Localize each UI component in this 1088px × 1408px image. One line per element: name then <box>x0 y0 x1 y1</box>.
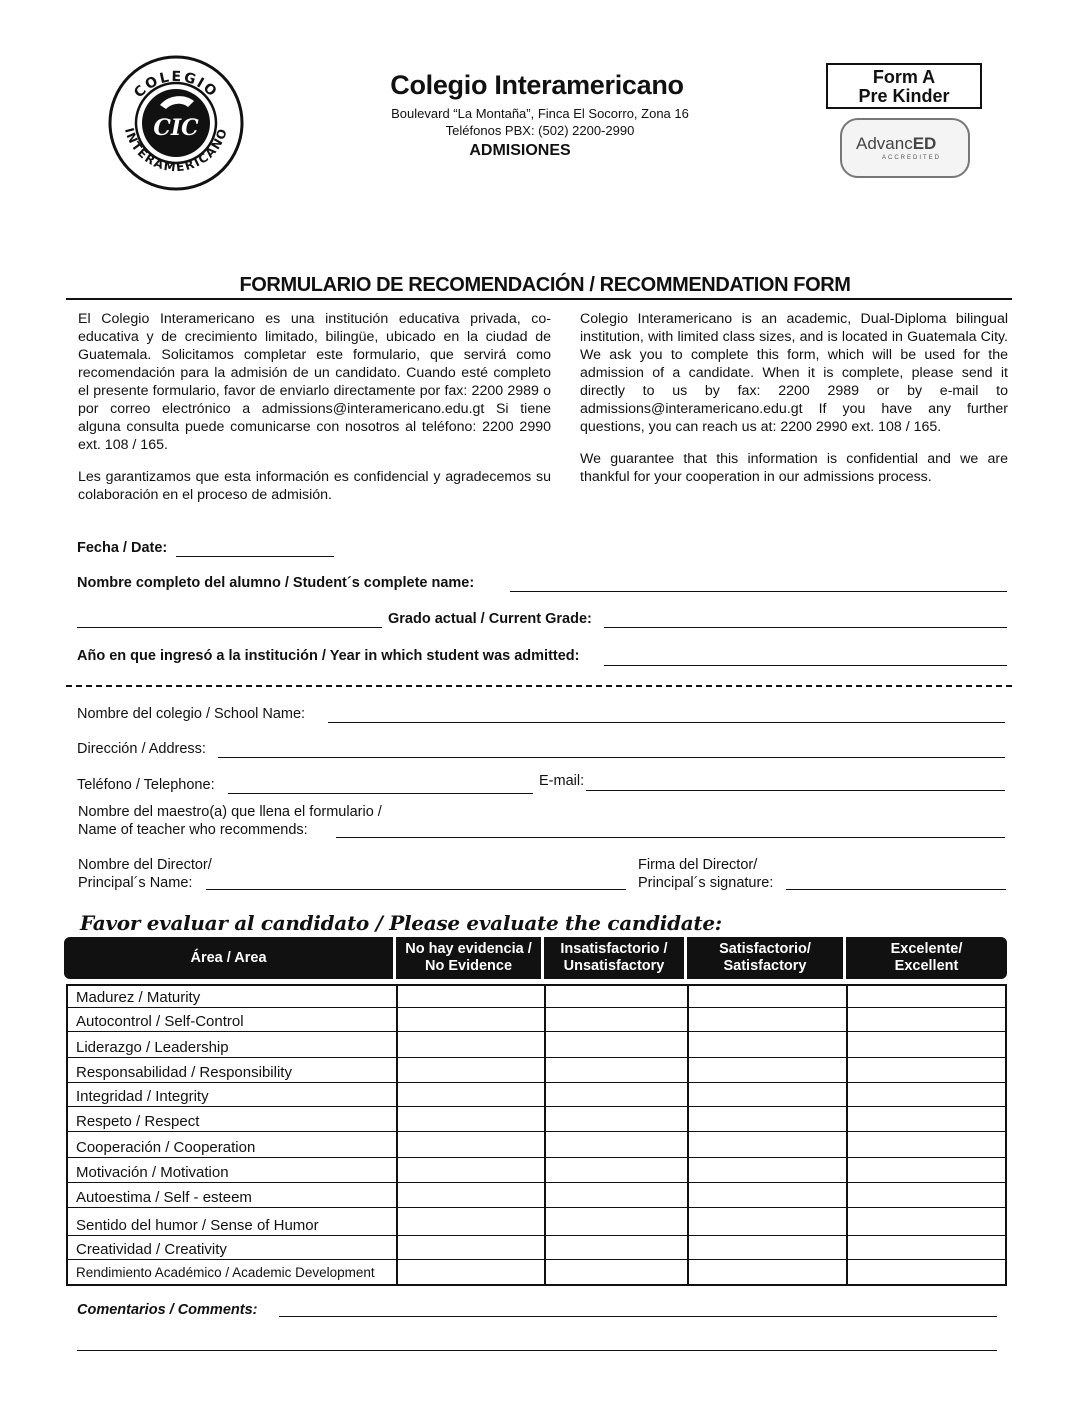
logo-text-top: COLEGIO <box>131 68 221 102</box>
evaluation-criterion: Creatividad / Creativity <box>76 1241 227 1258</box>
evaluation-row <box>68 1132 1005 1158</box>
header-unsatisfactory: Insatisfactorio / Unsatisfactory <box>544 937 684 979</box>
comments-field-line1[interactable] <box>279 1316 997 1317</box>
rating-cell[interactable] <box>398 1260 543 1284</box>
evaluation-criterion: Integridad / Integrity <box>76 1088 209 1105</box>
date-label: Fecha / Date: <box>77 540 168 556</box>
rating-cell[interactable] <box>398 1107 543 1131</box>
evaluation-heading: Favor evaluar al candidato / Please evaluate the candidate: <box>80 911 722 935</box>
rating-cell[interactable] <box>546 1158 686 1182</box>
rating-cell[interactable] <box>848 1032 1004 1057</box>
rating-cell[interactable] <box>848 1236 1004 1259</box>
rating-cell[interactable] <box>689 1260 845 1284</box>
evaluation-criterion: Sentido del humor / Sense of Humor <box>76 1217 319 1234</box>
director-label-line1: Nombre del Director/ <box>78 857 212 873</box>
rating-cell[interactable] <box>546 1032 686 1057</box>
intro-en-paragraph-1: Colegio Interamericano is an academic, Dual-Diploma bilingual institution, with limited class sizes, and is located in Guatemala City. We ask you to complete this form, which will be used for the admission of a candidate. When it is complete, please send it directly to us by fax: 2200 2989 or by e-mail to admissions@interamericano.edu.gt If you have any further questions, you can reach us at: 2200 2990 ext. 108 / 165. <box>580 311 1008 435</box>
rating-cell[interactable] <box>689 1032 845 1057</box>
address-field[interactable] <box>218 757 1005 758</box>
teacher-label-line1: Nombre del maestro(a) que llena el formulario / <box>78 804 382 820</box>
year-admitted-label: Año en que ingresó a la institución / Year in which student was admitted: <box>77 648 580 664</box>
comments-label: Comentarios / Comments: <box>77 1302 258 1318</box>
evaluation-row <box>68 986 1005 1008</box>
evaluation-row <box>68 1183 1005 1208</box>
rating-cell[interactable] <box>546 1083 686 1106</box>
rating-cell[interactable] <box>398 1236 543 1259</box>
section-separator <box>66 685 1012 687</box>
rating-cell[interactable] <box>689 1158 845 1182</box>
signature-field[interactable] <box>786 889 1006 890</box>
rating-cell[interactable] <box>848 1208 1004 1235</box>
email-label: E-mail: <box>539 773 585 789</box>
rating-cell[interactable] <box>689 1208 845 1235</box>
school-address: Boulevard “La Montaña”, Finca El Socorro, Zona 16 <box>391 106 689 121</box>
rating-cell[interactable] <box>689 1083 845 1106</box>
evaluation-row <box>68 1107 1005 1132</box>
email-field[interactable] <box>586 790 1005 791</box>
school-name-field[interactable] <box>328 722 1005 723</box>
rating-cell[interactable] <box>848 1158 1004 1182</box>
form-code: Form A <box>872 67 936 87</box>
rating-cell[interactable] <box>848 1183 1004 1207</box>
rating-cell[interactable] <box>848 986 1004 1007</box>
evaluation-row <box>68 1058 1005 1083</box>
rating-cell[interactable] <box>848 1008 1004 1031</box>
rating-cell[interactable] <box>689 1058 845 1082</box>
rating-cell[interactable] <box>398 1083 543 1106</box>
rating-cell[interactable] <box>848 1083 1004 1106</box>
current-grade-field[interactable] <box>604 627 1007 628</box>
director-name-field[interactable] <box>206 889 626 890</box>
rating-cell[interactable] <box>848 1058 1004 1082</box>
rating-cell[interactable] <box>398 1208 543 1235</box>
teacher-name-field[interactable] <box>336 837 1005 838</box>
rating-cell[interactable] <box>689 1008 845 1031</box>
form-title: FORMULARIO DE RECOMENDACIÓN / RECOMMENDATION FORM <box>239 274 851 296</box>
evaluation-row <box>68 1032 1005 1058</box>
director-label-line2: Principal´s Name: <box>78 875 193 891</box>
rating-cell[interactable] <box>689 1183 845 1207</box>
intro-spanish <box>78 310 551 518</box>
rating-cell[interactable] <box>689 1132 845 1157</box>
evaluation-criterion: Cooperación / Cooperation <box>76 1139 256 1156</box>
title-divider <box>66 298 1012 300</box>
department-title: ADMISIONES <box>469 142 571 159</box>
intro-en-paragraph-2: We guarantee that this information is confidential and we are thankful for your cooperation in our admissions process. <box>580 451 1008 485</box>
comments-field-line2[interactable] <box>77 1350 997 1351</box>
accreditation-brand: AdvancED <box>856 134 937 153</box>
header-excellent: Excelente/ Excellent <box>846 937 1007 979</box>
rating-cell[interactable] <box>848 1132 1004 1157</box>
rating-cell[interactable] <box>398 1158 543 1182</box>
rating-cell[interactable] <box>546 1008 686 1031</box>
rating-cell[interactable] <box>546 986 686 1007</box>
header-satisfactory: Satisfactorio/ Satisfactory <box>687 937 843 979</box>
signature-label-line2: Principal´s signature: <box>638 875 774 891</box>
school-name-label: Nombre del colegio / School Name: <box>77 706 306 722</box>
header-no-evidence: No hay evidencia / No Evidence <box>396 937 541 979</box>
signature-label-line1: Firma del Director/ <box>638 857 758 873</box>
evaluation-criterion: Motivación / Motivation <box>76 1164 229 1181</box>
rating-cell[interactable] <box>546 1183 686 1207</box>
rating-cell[interactable] <box>398 986 543 1007</box>
rating-cell[interactable] <box>398 1132 543 1157</box>
evaluation-row <box>68 1236 1005 1260</box>
rating-cell[interactable] <box>546 1236 686 1259</box>
evaluation-criterion: Rendimiento Académico / Academic Development <box>76 1265 375 1280</box>
grade-extra-field[interactable] <box>77 627 382 628</box>
telephone-field[interactable] <box>228 793 533 794</box>
rating-cell[interactable] <box>848 1107 1004 1131</box>
evaluation-criterion: Autoestima / Self - esteem <box>76 1189 252 1206</box>
rating-cell[interactable] <box>546 1058 686 1082</box>
rating-cell[interactable] <box>398 1183 543 1207</box>
rating-cell[interactable] <box>848 1260 1004 1284</box>
date-field[interactable] <box>176 556 334 557</box>
evaluation-criterion: Responsabilidad / Responsibility <box>76 1064 292 1081</box>
logo-monogram: CIC <box>153 115 199 141</box>
school-logo <box>108 55 244 191</box>
rating-cell[interactable] <box>546 1260 686 1284</box>
evaluation-row <box>68 1208 1005 1236</box>
rating-cell[interactable] <box>398 1058 543 1082</box>
evaluation-row <box>68 1008 1005 1032</box>
year-admitted-field[interactable] <box>604 665 1007 666</box>
evaluation-criterion: Respeto / Respect <box>76 1113 200 1130</box>
intro-english <box>580 310 1008 500</box>
rating-cell[interactable] <box>398 1032 543 1057</box>
accreditation-sub: ACCREDITED <box>882 155 942 161</box>
address-label: Dirección / Address: <box>77 741 206 757</box>
evaluation-row <box>68 1158 1005 1183</box>
rating-cell[interactable] <box>546 1208 686 1235</box>
school-phones: Teléfonos PBX: (502) 2200-2990 <box>445 123 635 138</box>
intro-es-paragraph-2: Les garantizamos que esta información es confidencial y agradecemos su colaboración en el proceso de admisión. <box>78 469 551 503</box>
rating-cell[interactable] <box>546 1107 686 1131</box>
rating-cell[interactable] <box>546 1132 686 1157</box>
evaluation-criterion: Liderazgo / Leadership <box>76 1039 229 1056</box>
header-area: Área / Area <box>64 937 393 979</box>
telephone-label: Teléfono / Telephone: <box>77 777 215 793</box>
student-name-field[interactable] <box>510 591 1007 592</box>
evaluation-grid <box>66 984 1007 1286</box>
student-name-label: Nombre completo del alumno / Student´s complete name: <box>77 575 475 591</box>
form-level: Pre Kinder <box>858 86 950 106</box>
current-grade-label: Grado actual / Current Grade: <box>388 611 592 627</box>
evaluation-criterion: Autocontrol / Self-Control <box>76 1013 244 1030</box>
teacher-label-line2: Name of teacher who recommends: <box>78 822 308 838</box>
logo-text-bottom: INTERAMERICANO <box>122 125 231 175</box>
form-code-box <box>826 63 982 109</box>
evaluation-row <box>68 1260 1005 1284</box>
rating-cell[interactable] <box>689 1107 845 1131</box>
school-name: Colegio Interamericano <box>390 70 684 100</box>
evaluation-criterion: Madurez / Maturity <box>76 989 201 1006</box>
intro-es-paragraph-1: El Colegio Interamericano es una institución educativa privada, co-educativa y de crecimiento limitado, bilingüe, ubicado en la ciudad de Guatemala. Solicitamos completar este formulario, que servirá como recomendación para la admisión de un candidato. Cuando esté completo el presente formulario, favor de enviarlo directamente por fax: 2200 2989 o por correo electrónico a admissions@interamericano.edu.gt Si tiene alguna consulta puede comunicarse con nosotros al teléfono: 2200 2990 ext. 108 / 165. <box>78 311 551 453</box>
evaluation-row <box>68 1083 1005 1107</box>
rating-cell[interactable] <box>689 986 845 1007</box>
rating-cell[interactable] <box>689 1236 845 1259</box>
rating-cell[interactable] <box>398 1008 543 1031</box>
